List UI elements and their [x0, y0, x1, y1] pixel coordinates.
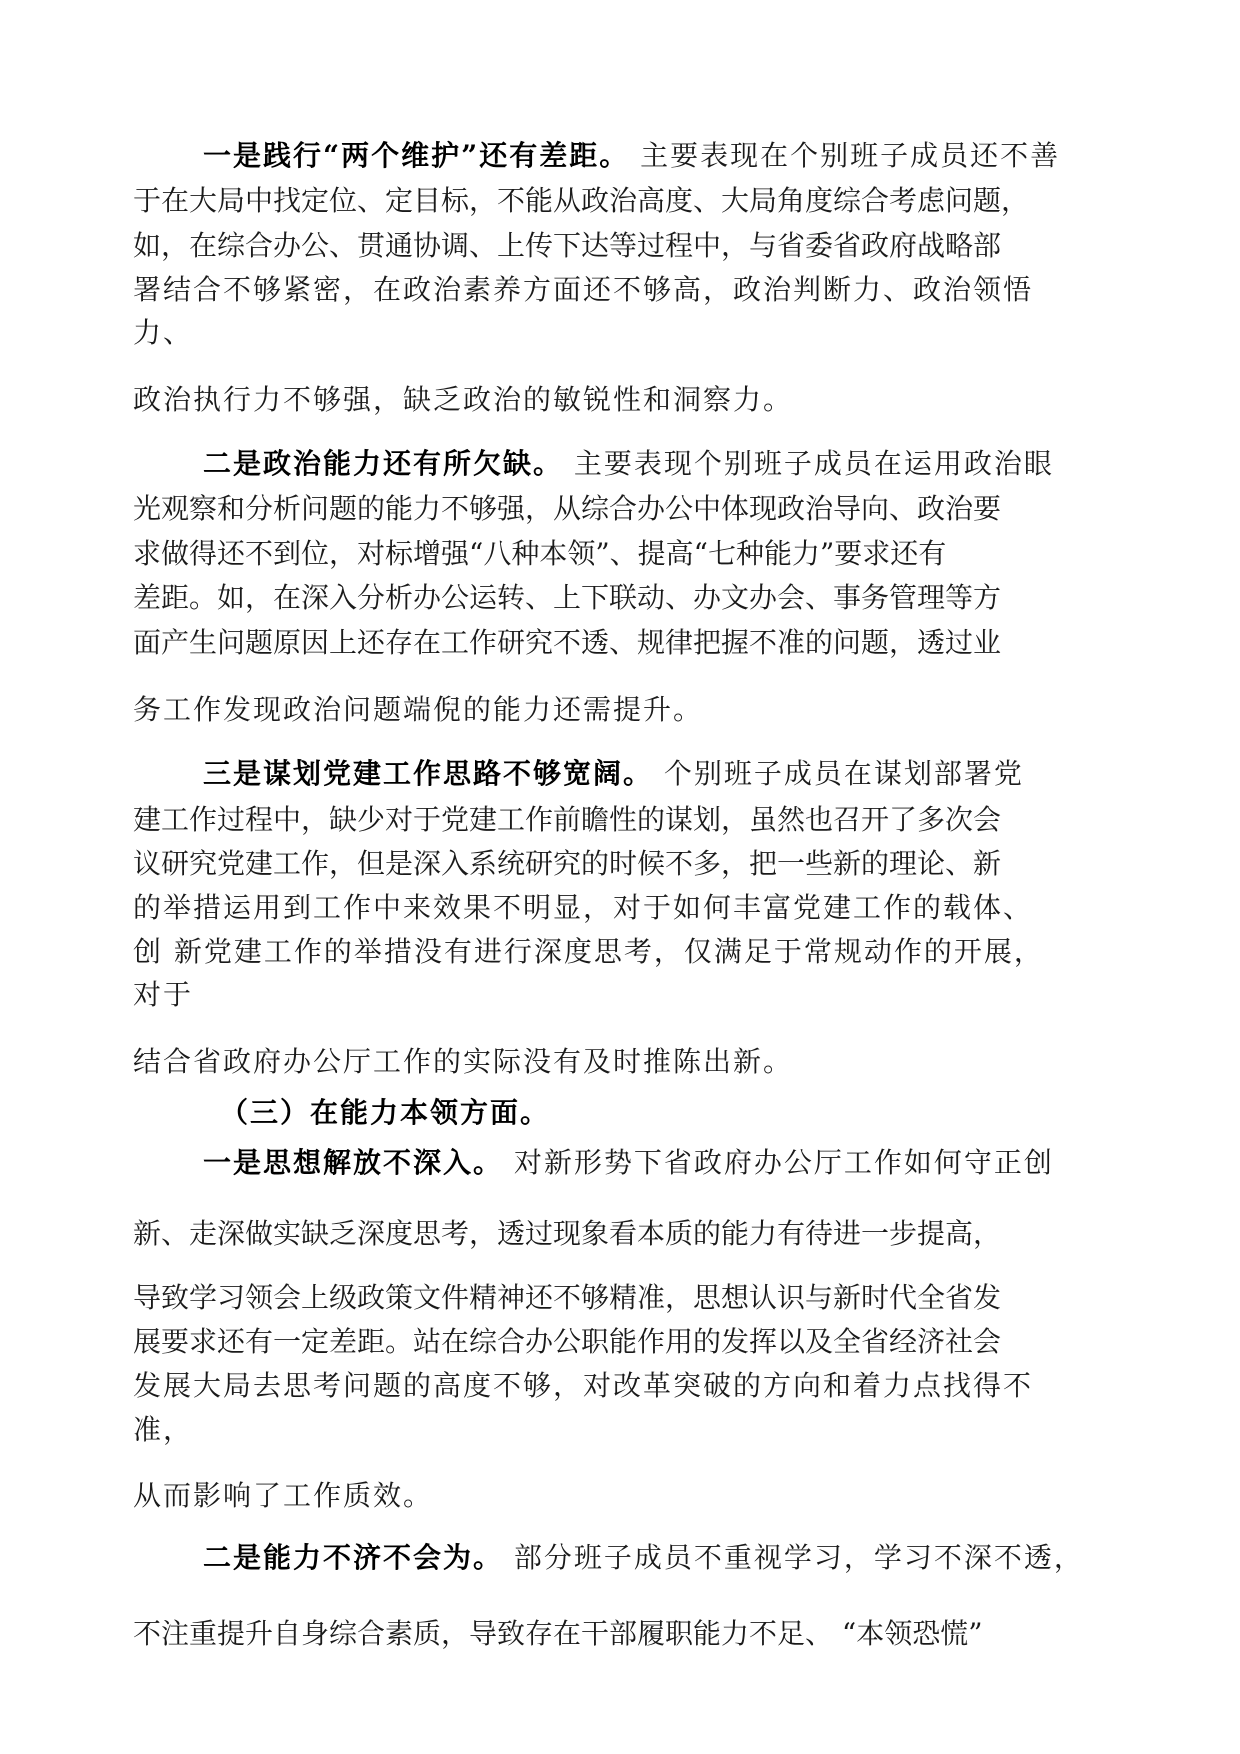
text-line: 展要求还有一定差距。站在综合办公职能作用的发挥以及全省经济社会: [133, 1325, 1002, 1358]
text-run: 对新形势下省政府办公厅工作如何守正创: [503, 1146, 1054, 1179]
paragraph-heading-line: [203, 1143, 1054, 1183]
text-line: 政治执行力不够强，缺乏政治的敏锐性和洞察力。: [133, 383, 794, 416]
text-line: 于在大局中找定位、定目标，不能从政治高度、大局角度综合考虑问题，: [133, 184, 1030, 217]
text-line: 的举措运用到工作中来效果不明显，对于如何丰富党建工作的载体、: [133, 891, 1034, 924]
paragraph-heading: 一是思想解放不深入。: [203, 1146, 504, 1179]
section-heading: （三）在能力本领方面。: [220, 1096, 551, 1129]
text-run: 主要表现个别班子成员在运用政治眼: [563, 447, 1054, 480]
text-line: 如，在综合办公、贯通协调、上传下达等过程中，与省委省政府战略部: [133, 229, 1002, 262]
paragraph-heading-line: [203, 136, 1060, 176]
text-line: 准，: [133, 1413, 194, 1446]
paragraph-heading: 二是能力不济不会为。: [203, 1541, 504, 1574]
text-run: 部分班子成员不重视学习，学习不深不透，: [503, 1541, 1084, 1574]
paragraph-heading: 一是践行“两个维护”还有差距。: [203, 139, 630, 172]
text-run: 个别班子成员在谋划部署党: [653, 757, 1024, 790]
text-line: 建工作过程中，缺少对于党建工作前瞻性的谋划，虽然也召开了多次会: [133, 803, 1002, 836]
text-line: 面产生问题原因上还存在工作研究不透、规律把握不准的问题，透过业: [133, 626, 1002, 659]
paragraph-heading: 三是谋划党建工作思路不够宽阔。: [203, 757, 654, 790]
text-line: 从而影响了工作质效。: [133, 1479, 434, 1512]
text-line: 新、走深做实缺乏深度思考，透过现象看本质的能力有待进一步提高，: [133, 1217, 1002, 1250]
text-line: 发展大局去思考问题的高度不够，对改革突破的方向和着力点找得不: [133, 1369, 1034, 1402]
paragraph-heading-line: [203, 1538, 1084, 1578]
text-line: 求做得还不到位，对标增强“八种本领”、提高“七种能力”要求还有: [133, 537, 947, 570]
text-line: 对于: [133, 978, 194, 1011]
text-line: 不注重提升自身综合素质，导致存在干部履职能力不足、 “本领恐慌”: [133, 1617, 983, 1650]
paragraph-heading: 二是政治能力还有所欠缺。: [203, 447, 564, 480]
paragraph-heading-line: [203, 754, 1024, 794]
text-line: 议研究党建工作，但是深入系统研究的时候不多，把一些新的理论、新: [133, 847, 1002, 880]
text-line: 署结合不够紧密，在政治素养方面还不够高，政治判断力、政治领悟: [133, 273, 1034, 306]
text-line: 力、: [133, 316, 194, 349]
text-line: 导致学习领会上级政策文件精神还不够精准，思想认识与新时代全省发: [133, 1281, 1002, 1314]
text-line: 务工作发现政治问题端倪的能力还需提升。: [133, 693, 704, 726]
text-line: 结合省政府办公厅工作的实际没有及时推陈出新。: [133, 1045, 794, 1078]
text-run: 主要表现在个别班子成员还不善: [629, 139, 1061, 172]
text-line: 差距。如，在深入分析办公运转、上下联动、办文办会、事务管理等方: [133, 581, 1002, 614]
paragraph-heading-line: [203, 444, 1054, 484]
text-line: 创 新党建工作的举措没有进行深度思考，仅满足于常规动作的开展，: [133, 935, 1044, 968]
text-line: 光观察和分析问题的能力不够强，从综合办公中体现政治导向、政治要: [133, 492, 1002, 525]
